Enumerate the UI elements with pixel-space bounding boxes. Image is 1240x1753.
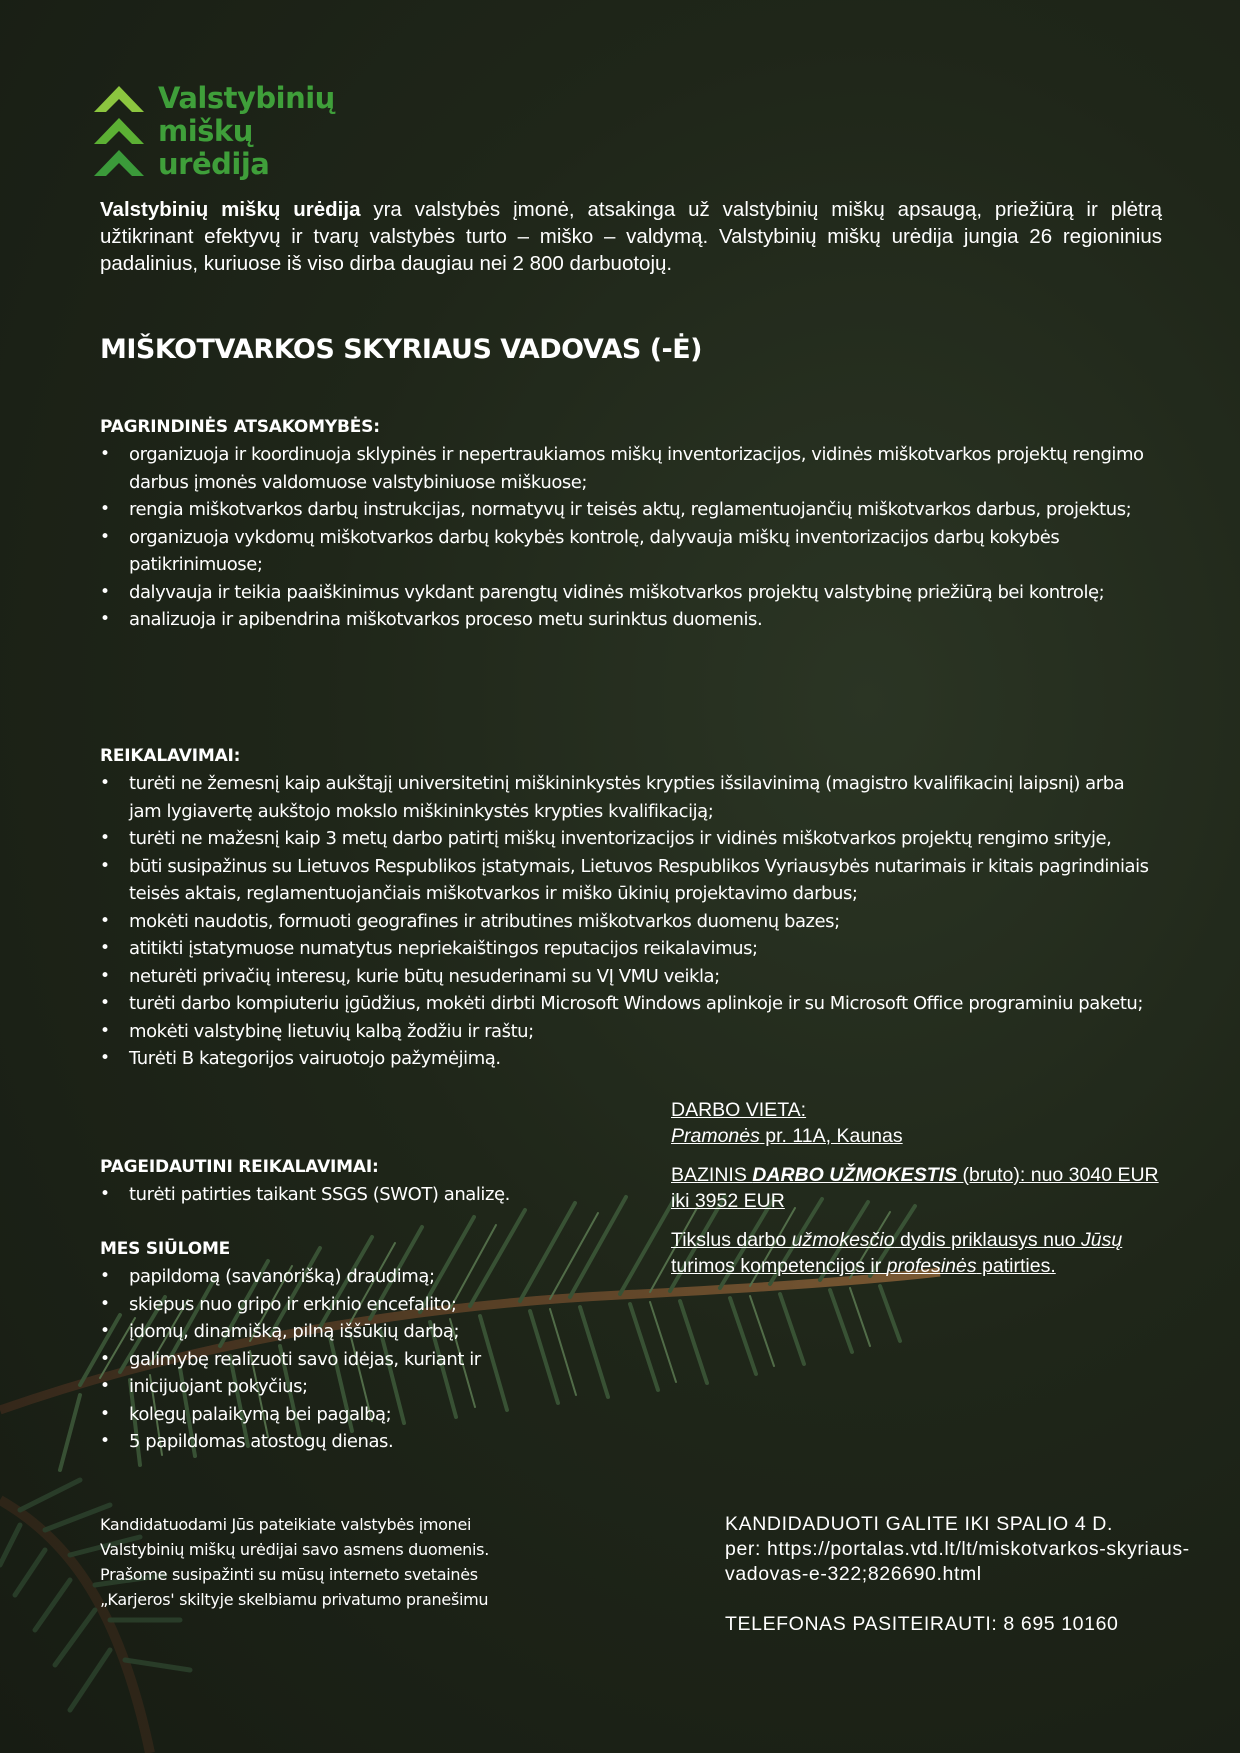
list-item: • mokėti valstybinę lietuvių kalbą žodžiu ir raštu; <box>100 1018 1160 1046</box>
job-details-block <box>671 1098 1171 1293</box>
salary-note-text: Tikslus darbo <box>671 1229 792 1251</box>
list-item: • 5 papildomas atostogų dienas. <box>100 1428 620 1456</box>
offer-heading: MES SIŪLOME <box>100 1239 231 1259</box>
list-item: • turėti ne mažesnį kaip 3 metų darbo patirtį miškų inventorizacijos ir vidinės miškotvarkos projektų rengimo srityje, <box>100 825 1160 853</box>
salary-note-text: dydis priklausys nuo <box>894 1229 1082 1251</box>
list-item: • turėti patirties taikant SSGS (SWOT) analizę. <box>100 1181 620 1209</box>
list-item: • analizuoja ir apibendrina miškotvarkos proceso metu surinktus duomenis. <box>100 606 1160 634</box>
responsibilities-list <box>100 441 1160 634</box>
list-item: • galimybę realizuoti savo idėjas, kuriant ir <box>100 1346 620 1374</box>
workplace-info <box>671 1098 1171 1149</box>
privacy-consent-note <box>100 1512 560 1612</box>
offer-list <box>100 1263 620 1456</box>
offer-section <box>100 1236 620 1456</box>
company-intro <box>100 196 1162 277</box>
logo-line: urėdija <box>158 147 270 181</box>
responsibilities-section <box>100 414 1160 634</box>
preferred-heading: PAGEIDAUTINI REIKALAVIMAI: <box>100 1157 379 1177</box>
list-item: • turėti darbo kompiuteriu įgūdžius, mokėti dirbti Microsoft Windows aplinkoje ir su Microsoft Office programiniu paketu; <box>100 990 1160 1018</box>
preferred-list <box>100 1181 620 1209</box>
list-item: • organizuoja ir koordinuoja sklypinės ir nepertraukiamos miškų inventorizacijos, vidinės miškotvarkos projektų rengimo darbus įmonės valdomuose valstybiniuose miškuose; <box>100 441 1160 496</box>
tree-chevrons-icon <box>94 86 144 186</box>
list-item: • mokėti naudotis, formuoti geografines ir atributines miškotvarkos duomenų bazes; <box>100 908 1160 936</box>
list-item: • kolegų palaikymą bei pagalbą; <box>100 1401 620 1429</box>
deadline-text: KANDIDADUOTI GALITE IKI SPALIO 4 D. <box>725 1513 1113 1535</box>
list-item: • skiepus nuo gripo ir erkinio encefalito; <box>100 1291 620 1319</box>
logo-line: Valstybinių <box>158 81 335 115</box>
salary-info <box>671 1163 1171 1214</box>
intro-text: yra valstybės įmonė, atsakinga už valstybinių miškų apsaugą, priežiūrą ir plėtrą užtikrinant efektyvų ir tvarų valstybės turto – miško – valdymą. Valstybinių miškų urėdija jungia 26 regioninius padalinius, kuriuose iš viso dirba daugiau nei 2 800 darbuotojų. <box>100 198 1162 275</box>
salary-prefix: BAZINIS <box>671 1164 753 1186</box>
list-item: • dalyvauja ir teikia paaiškinimus vykdant parengtų vidinės miškotvarkos projektų valstybinę priežiūrą bei kontrolę; <box>100 579 1160 607</box>
workplace-address: pr. 11A, Kaunas <box>759 1124 903 1147</box>
consent-line: Prašome susipažinti su mūsų interneto svetainės <box>100 1565 478 1584</box>
responsibilities-heading: PAGRINDINĖS ATSAKOMYBĖS: <box>100 417 380 437</box>
logo-wordmark <box>158 82 335 181</box>
salary-label: DARBO UŽMOKESTIS <box>752 1164 958 1186</box>
requirements-list <box>100 770 1160 1073</box>
salary-note-italic: Jūsų <box>1081 1229 1123 1251</box>
application-deadline <box>725 1512 1195 1587</box>
requirements-heading: REIKALAVIMAI: <box>100 746 241 766</box>
list-item: • turėti ne žemesnį kaip aukštąjį universitetinį miškininkystės krypties išsilavinimą (magistro kvalifikacinį laipsnį) arba jam lygiavertę aukštojo mokslo miškininkystės krypties kvalifikaciją; <box>100 770 1160 825</box>
application-link[interactable]: per: https://portalas.vtd.lt/lt/miskotvarkos-skyriaus-vadovas-e-322;826690.html <box>725 1538 1190 1585</box>
list-item: • neturėti privačių interesų, kurie būtų nesuderinami su VĮ VMU veikla; <box>100 963 1160 991</box>
preferred-section <box>100 1154 620 1209</box>
application-info <box>725 1512 1195 1662</box>
salary-note <box>671 1228 1171 1279</box>
list-item: • papildomą (savanorišką) draudimą; <box>100 1263 620 1291</box>
workplace-street: Pramonės <box>671 1124 760 1147</box>
job-title: MIŠKOTVARKOS SKYRIAUS VADOVAS (-Ė) <box>100 334 703 365</box>
logo-line: miškų <box>158 114 253 148</box>
salary-note-text: turimos kompetencijos ir <box>671 1254 887 1277</box>
salary-range: (bruto): nuo 3040 EUR iki 3952 EUR <box>671 1164 1159 1212</box>
salary-note-italic: užmokesčio <box>791 1229 895 1251</box>
company-logo <box>94 82 354 192</box>
list-item: • įdomų, dinamišką, pilną iššūkių darbą; <box>100 1318 620 1346</box>
consent-line: Kandidatuodami Jūs pateikiate valstybės įmonei <box>100 1515 472 1534</box>
list-item: • atitikti įstatymuose numatytus nepriekaištingos reputacijos reikalavimus; <box>100 935 1160 963</box>
salary-note-italic: profesinės <box>886 1254 977 1277</box>
list-item: • Turėti B kategorijos vairuotojo pažymėjimą. <box>100 1045 1160 1073</box>
list-item: • rengia miškotvarkos darbų instrukcijas, normatyvų ir teisės aktų, reglamentuojančių miškotvarkos darbus, projektus; <box>100 496 1160 524</box>
requirements-section <box>100 743 1160 1073</box>
list-item: • inicijuojant pokyčius; <box>100 1373 620 1401</box>
company-name: Valstybinių miškų urėdija <box>100 198 361 221</box>
consent-line: „Karjeros' skiltyje skelbiamu privatumo pranešimu <box>100 1590 489 1609</box>
salary-note-text: patirties. <box>976 1254 1056 1277</box>
list-item: • būti susipažinus su Lietuvos Respublikos įstatymais, Lietuvos Respublikos Vyriausybės nutarimais ir kitais pagrindiniais teisės aktais, reglamentuojančiais miškotvarkos ir miško ūkinių projektavimo darbus; <box>100 853 1160 908</box>
workplace-label: DARBO VIETA: <box>671 1099 807 1121</box>
contact-phone: TELEFONAS PASITEIRAUTI: 8 695 10160 <box>725 1613 1119 1635</box>
consent-line: Valstybinių miškų urėdijai savo asmens duomenis. <box>100 1540 489 1559</box>
list-item: • organizuoja vykdomų miškotvarkos darbų kokybės kontrolę, dalyvauja miškų inventorizacijos darbų kokybės patikrinimuose; <box>100 524 1160 579</box>
